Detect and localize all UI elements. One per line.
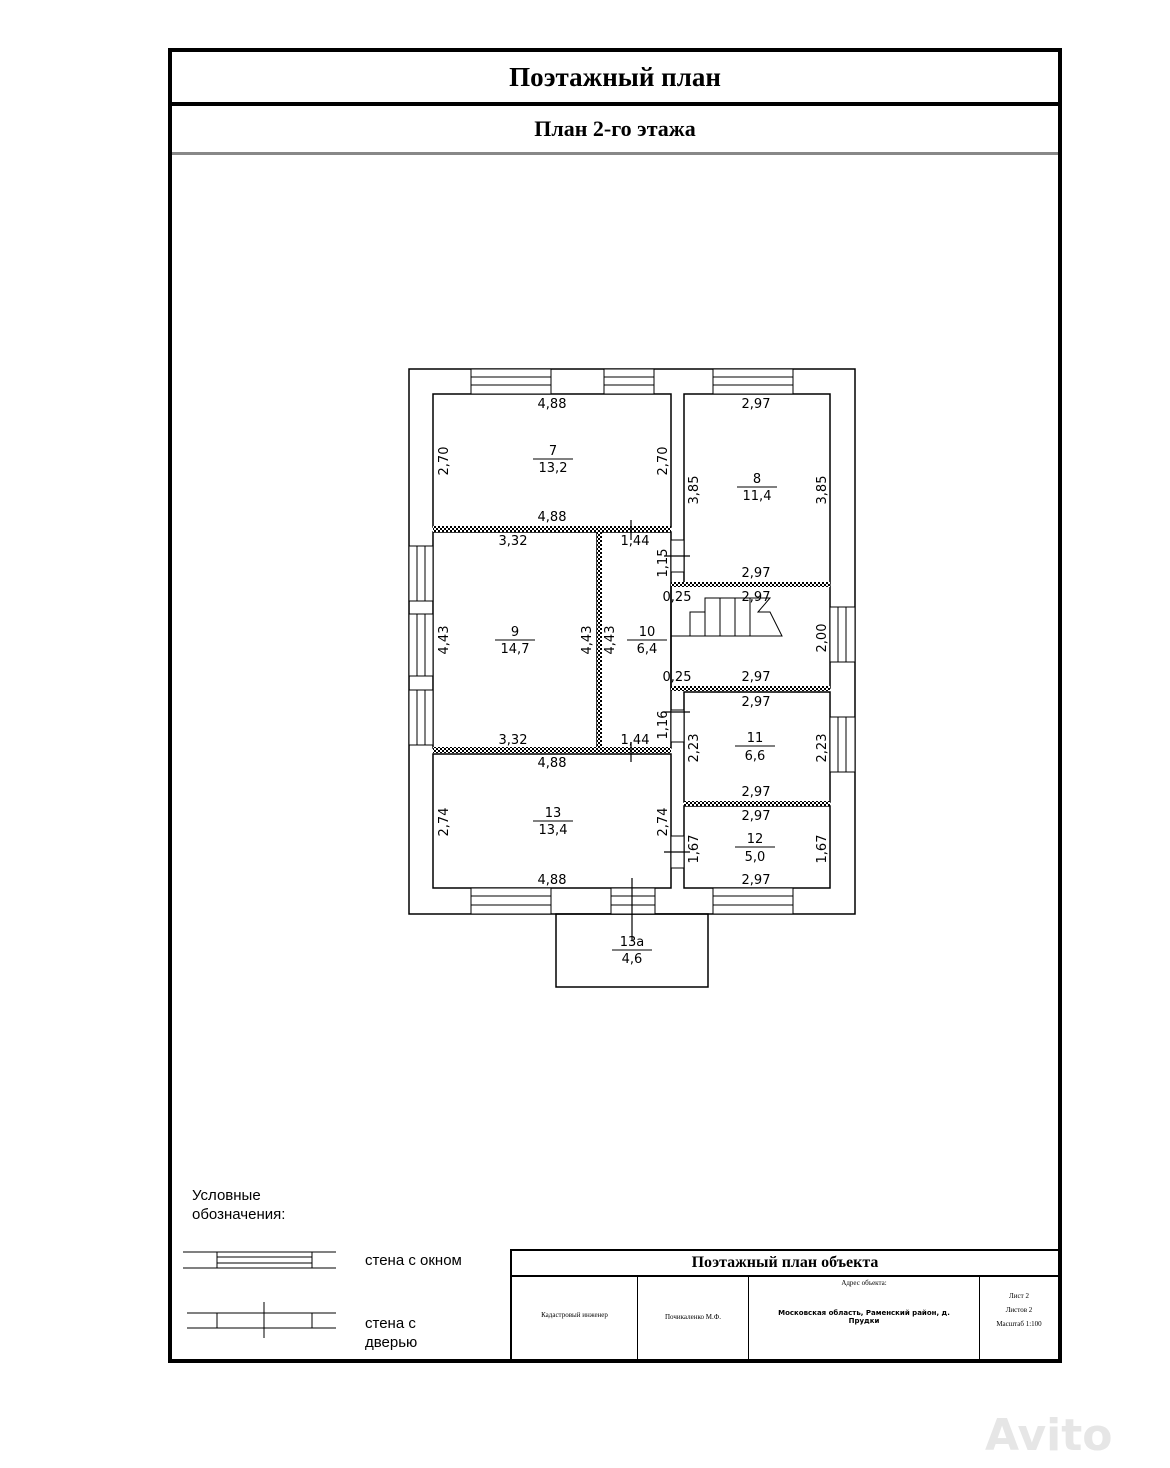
- legend-door-wall: стена с дверью: [365, 1315, 418, 1351]
- dim-r7-bottom: 4,88: [537, 510, 567, 525]
- room-9-area: 14,7: [500, 642, 530, 657]
- dim-r12-bottom: 2,97: [741, 873, 771, 888]
- dim-r11-left: 2,23: [687, 733, 702, 763]
- legend-title: Условные обозначения:: [192, 1187, 286, 1223]
- dim-stair-top: 2,97: [741, 590, 771, 605]
- partition-11-12: [684, 801, 830, 806]
- room-10-number: 10: [638, 625, 656, 640]
- partition-stair-11: [671, 686, 830, 691]
- sheets-total: Листов 2: [1005, 1306, 1033, 1314]
- room-13-area: 13,4: [538, 823, 568, 838]
- partition-7-9: [433, 526, 671, 532]
- sheet-number: Лист 2: [1009, 1292, 1029, 1300]
- dim-r10-left: 4,43: [603, 625, 618, 655]
- legend-symbols: [183, 1252, 336, 1338]
- dim-stair-gap-top: 0,25: [662, 590, 692, 605]
- dim-r7-top: 4,88: [537, 397, 567, 412]
- dim-r13-left: 2,74: [437, 807, 452, 837]
- room-8-number: 8: [752, 472, 762, 487]
- dim-stair-right: 2,00: [815, 623, 830, 653]
- room-10-area: 6,4: [636, 642, 658, 657]
- dim-r11-top: 2,97: [741, 695, 771, 710]
- dim-r9-top: 3,32: [498, 534, 528, 549]
- floor-title: План 2-го этажа: [172, 106, 1058, 155]
- dim-r8-left: 3,85: [687, 475, 702, 505]
- room-13a-number: 13а: [619, 935, 645, 950]
- dim-r10-bottom: 1,44: [620, 733, 650, 748]
- address-label: Адрес объекта:: [841, 1279, 887, 1287]
- dim-r12-top: 2,97: [741, 809, 771, 824]
- room-8-area: 11,4: [742, 489, 772, 504]
- room-7-number: 7: [548, 444, 558, 459]
- dim-r9-left: 4,43: [437, 625, 452, 655]
- dim-stair-gap-bottom: 0,25: [662, 670, 692, 685]
- dim-r8-bottom: 2,97: [741, 566, 771, 581]
- dim-r7-right: 2,70: [656, 446, 671, 476]
- room-12-area: 5,0: [744, 850, 766, 865]
- room-13-number: 13: [544, 806, 562, 821]
- sheet-title: Поэтажный план: [172, 52, 1058, 106]
- dim-r12-left: 1,67: [687, 834, 702, 864]
- room-11-number: 11: [746, 731, 764, 746]
- room-13a-area: 4,6: [621, 952, 643, 967]
- dim-r12-right: 1,67: [815, 834, 830, 864]
- dim-r10-top: 1,44: [620, 534, 650, 549]
- partition-9-10: [597, 532, 602, 748]
- dim-r13-bottom: 4,88: [537, 873, 567, 888]
- room-11-area: 6,6: [744, 749, 766, 764]
- dim-r8-right: 3,85: [815, 475, 830, 505]
- dim-r10-v-bottom: 1,16: [656, 710, 671, 740]
- room-9-number: 9: [510, 625, 520, 640]
- legend-window-wall: стена с окном: [365, 1252, 462, 1269]
- dim-r11-right: 2,23: [815, 733, 830, 763]
- room-12-number: 12: [746, 832, 764, 847]
- room-7-area: 13,2: [538, 461, 568, 476]
- scale: Масштаб 1:100: [996, 1320, 1042, 1328]
- dim-r9-bottom: 3,32: [498, 733, 528, 748]
- dim-stair-bottom: 2,97: [741, 670, 771, 685]
- dim-r13-right: 2,74: [656, 807, 671, 837]
- title-block: [510, 1249, 1058, 1359]
- building-outline: [409, 369, 855, 914]
- dim-r8-top: 2,97: [741, 397, 771, 412]
- partition-8-stair: [671, 582, 830, 587]
- windows: [409, 369, 855, 914]
- dim-r7-left: 2,70: [437, 446, 452, 476]
- dim-r13-top: 4,88: [537, 756, 567, 771]
- dim-r9-right: 4,43: [580, 625, 595, 655]
- dim-r11-bottom: 2,97: [741, 785, 771, 800]
- avito-watermark: Avito: [985, 1410, 1113, 1461]
- engineer-name: Почикаленко М.Ф.: [665, 1313, 721, 1321]
- engineer-label: Кадастровый инженер: [541, 1311, 608, 1319]
- address: Московская область, Раменский район, д. Прудки: [778, 1309, 950, 1325]
- dim-r10-v-top: 1,15: [656, 548, 671, 578]
- title-block-heading: Поэтажный план объекта: [512, 1251, 1058, 1277]
